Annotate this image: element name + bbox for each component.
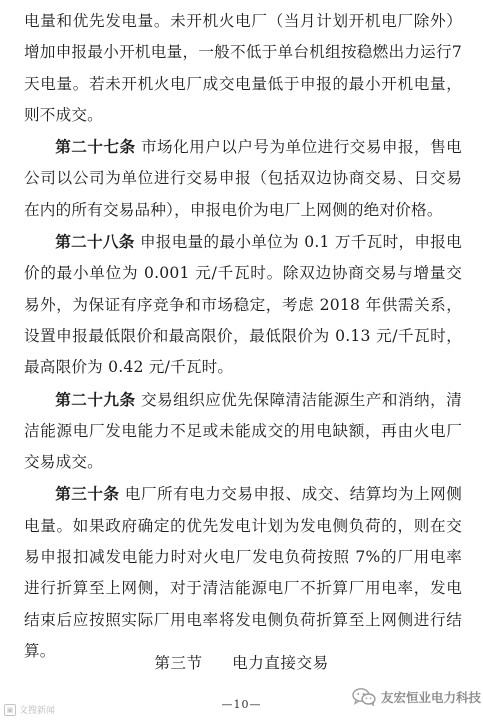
source-watermark	[4, 703, 55, 716]
section-number: 第三节	[154, 654, 203, 672]
account-watermark	[352, 688, 481, 706]
article-number: 第三十条	[55, 484, 120, 504]
paragraph-text: 申报电量的最小单位为 0.1 万千瓦时，申报电价的最小单位为 0.001 元/千瓦时。除双边协商交易与增量交易外，为保证有序竞争和市场稳定，考虑 2018 年供需关系，设置申报最低限价和最高限价，最低限价为 0.13 元/千瓦时，最高限价为 0.42 元/千瓦时。	[24, 233, 462, 377]
article-27	[24, 131, 462, 226]
article-number: 第二十七条	[55, 137, 136, 157]
paragraph-text: 交易组织应优先保障清洁能源生产和消纳，清洁能源电厂发电能力不足或未能成交的用电缺额，再由火电厂交易成交。	[24, 390, 462, 472]
article-number: 第二十九条	[55, 389, 136, 409]
article-28	[24, 226, 462, 383]
picture-icon: ▣	[4, 704, 16, 716]
watermark-text: 文搜新闻	[19, 706, 56, 716]
article-30	[24, 478, 462, 667]
paragraph-text: 市场化用户以户号为单位进行交易申报，售电公司以公司为单位进行交易申报（包括双边协商交易、日交易在内的所有交易品种），申报电价为电厂上网侧的绝对价格。	[24, 138, 462, 219]
paragraph-text: 电量和优先发电量。未开机火电厂（当月计划开机电厂除外）增加申报最小开机电量，一般不低于单台机组按稳燃出力运行7天电量。若未开机火电厂成交电量低于申报的最小开机电量，则不成交。	[24, 12, 462, 124]
watermark-account-name: 友宏恒业电力科技	[381, 690, 482, 705]
wechat-icon	[352, 688, 376, 706]
page-number: —10—	[221, 698, 262, 711]
paragraph-continuation	[24, 6, 462, 131]
section-heading	[0, 651, 483, 673]
paragraph-text: 电厂所有电力交易申报、成交、结算均为上网侧电量。如果政府确定的优先发电计划为发电侧负荷的，则在交易申报扣减发电能力时对火电厂发电负荷按照 7%的厂用电率进行折算至上网侧，对于清洁能源电厂不折算厂用电率，发电结束后应按照实际厂用电率将发电侧负荷折算至上网侧进行结算。	[24, 485, 462, 660]
article-number: 第二十八条	[55, 232, 135, 252]
section-title-text: 电力直接交易	[232, 654, 329, 672]
document-body	[24, 6, 462, 667]
article-29	[24, 384, 462, 479]
